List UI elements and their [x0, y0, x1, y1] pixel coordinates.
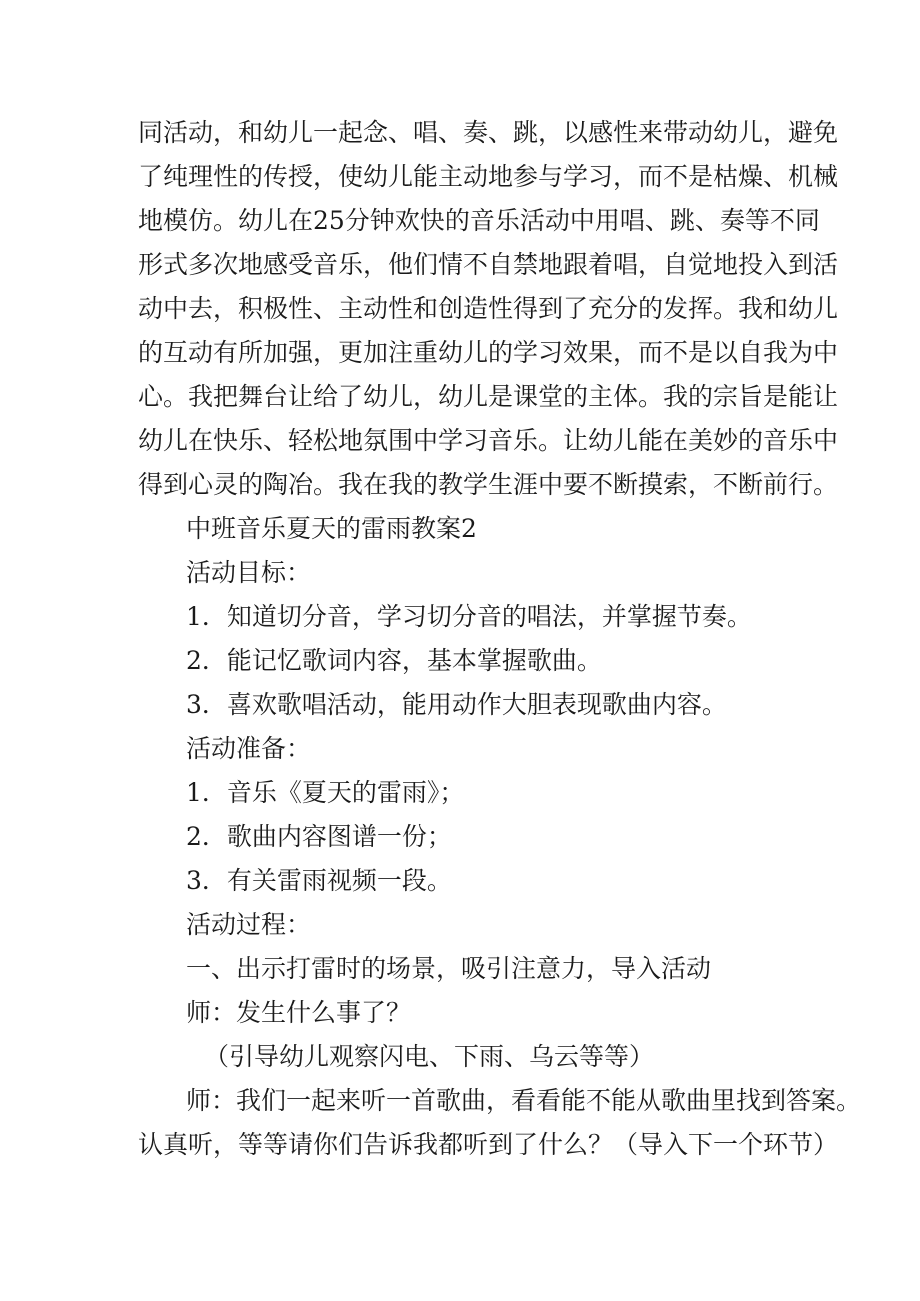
- paragraph-line: 形式多次地感受音乐，他们情不自禁地跟着唱，自觉地投入到活: [138, 250, 839, 279]
- paragraph-line: 得到心灵的陶冶。我在我的教学生涯中要不断摸索，不断前行。: [138, 470, 839, 499]
- paragraph-line: 的互动有所加强，更加注重幼儿的学习效果，而不是以自我为中: [138, 338, 839, 367]
- step-title: 一、出示打雷时的场景，吸引注意力，导入活动: [186, 954, 712, 983]
- teacher-question-continued: 认真听，等等请你们告诉我都听到了什么？（导入下一个环节）: [138, 1130, 839, 1159]
- paragraph-line: 同活动，和幼儿一起念、唱、奏、跳，以感性来带动幼儿，避免: [138, 118, 839, 147]
- paragraph-line: 动中去，积极性、主动性和创造性得到了充分的发挥。我和幼儿: [138, 294, 839, 323]
- paragraph-line: 心。我把舞台让给了幼儿，幼儿是课堂的主体。我的宗旨是能让: [138, 382, 839, 411]
- prep-item: 1．音乐《夏天的雷雨》；: [186, 778, 465, 807]
- paragraph-line: 地模仿。幼儿在25分钟欢快的音乐活动中用唱、跳、奏等不同: [138, 206, 820, 235]
- prep-heading: 活动准备：: [186, 734, 312, 763]
- goals-heading: 活动目标：: [186, 558, 312, 587]
- prep-item: 2．歌曲内容图谱一份；: [186, 822, 452, 851]
- goal-item: 1．知道切分音，学习切分音的唱法，并掌握节奏。: [186, 602, 752, 631]
- paragraph-line: 幼儿在快乐、轻松地氛围中学习音乐。让幼儿能在美妙的音乐中: [138, 426, 839, 455]
- process-heading: 活动过程：: [186, 910, 312, 939]
- section-title: 中班音乐夏天的雷雨教案2: [186, 514, 477, 543]
- guide-note: （引导幼儿观察闪电、下雨、乌云等等）: [204, 1042, 655, 1071]
- prep-item: 3．有关雷雨视频一段。: [186, 866, 452, 895]
- paragraph-line: 了纯理性的传授，使幼儿能主动地参与学习，而不是枯燥、机械: [138, 162, 839, 191]
- teacher-question: 师：我们一起来听一首歌曲，看看能不能从歌曲里找到答案。: [186, 1086, 862, 1115]
- goal-item: 3．喜欢歌唱活动，能用动作大胆表现歌曲内容。: [186, 690, 727, 719]
- teacher-question: 师：发生什么事了？: [186, 998, 412, 1027]
- goal-item: 2．能记忆歌词内容，基本掌握歌曲。: [186, 646, 602, 675]
